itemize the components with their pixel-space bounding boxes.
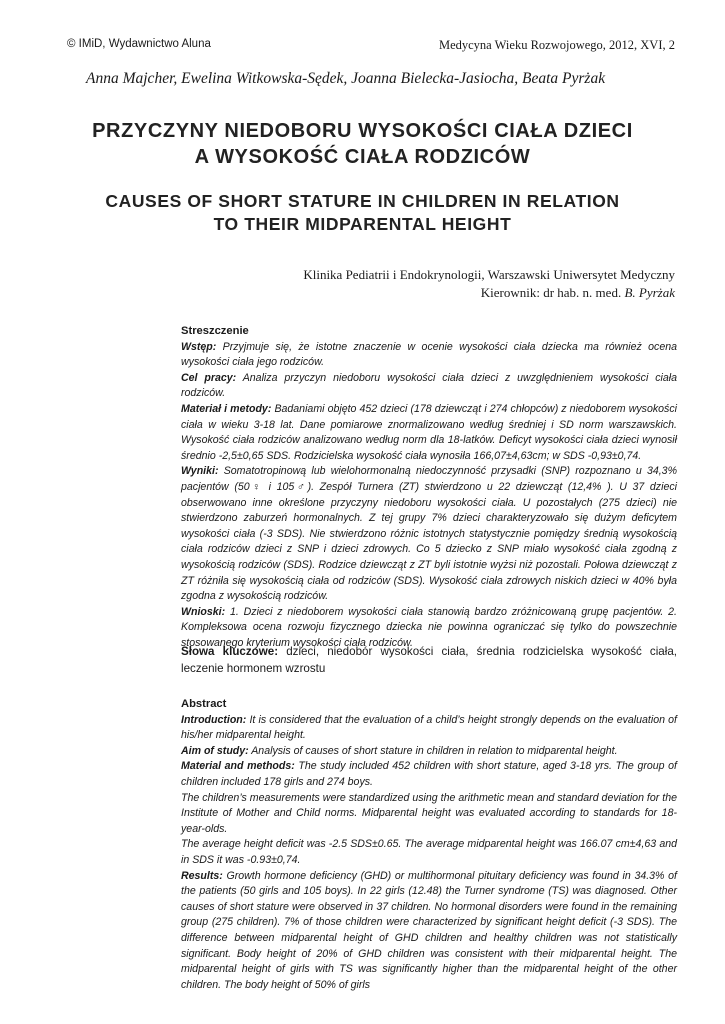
intro-paragraph: [181, 713, 677, 744]
title-english: [60, 190, 665, 236]
intro-text: It is considered that the evaluation of a child’s height strongly depends on the evaluation of his/her midparental height.: [181, 713, 677, 742]
wstep-label: Wstęp:: [181, 340, 217, 353]
methods-text: The study included 452 children with short stature, aged 3-18 yrs. The group of children included 178 girls and 274 boys.: [181, 760, 677, 788]
affiliation: [303, 266, 675, 302]
material-paragraph: [181, 402, 677, 464]
aim-paragraph: [181, 744, 677, 760]
abstract-heading: Abstract: [181, 698, 227, 710]
wstep-text: Przyjmuje się, że istotne znaczenie w ocenie wysokości ciała dziecka ma również ocena wysokości ciała jego rodziców.: [181, 340, 677, 369]
cel-paragraph: [181, 371, 677, 402]
wnioski-label: Wnioski:: [181, 605, 226, 618]
wyniki-text: Somatotropinową lub wielohormonalną niedoczynność przysadki (SNP) rozpoznano u 34,3% pacjentów (50♀ i 105♂). Zespół Turnera (ZT) stwierdzono u 22 dziewcząt (12,4% ). U 37 dzieci obserwowano inne określone przyczyny niedoboru wysokości ciała. U pozostałych (275 dzieci) nie stwierdzono zaburzeń hormonalnych. Z tej grupy 7% dzieci charakteryzowało się dużym deficytem wysokości ciała (-3 SDS). Nie stwierdzono różnic istotnych statystycznie pomiędzy średnią wysokością ciała rodziców dzieci z SNP i dzieci zdrowych. Co 5 dziecko z SNP miało wysokość ciała zgodną z wysokością rodziców (SDS). Rodzice dziewcząt z ZT byli istotnie wyżsi niż pozostali. Połowa dziewcząt z ZT różniła się wysokością ciała od rodziców (SDS). Wysokość ciała zdrowych niskich dzieci w 40% była zgodna z wysokością rodziców.: [181, 465, 677, 603]
title-polish: [60, 118, 665, 170]
streszczenie-section: [181, 324, 677, 651]
wyniki-paragraph: [181, 464, 677, 604]
title-english-line1: CAUSES OF SHORT STATURE IN CHILDREN IN RELATION: [105, 191, 620, 211]
cel-text: Analiza przyczyn niedoboru wysokości ciała dzieci z uwzględnieniem wysokości ciała rodziców.: [181, 371, 678, 400]
title-english-line2: TO THEIR MIDPARENTAL HEIGHT: [213, 214, 512, 234]
intro-label: Introduction:: [181, 713, 247, 726]
standardization-paragraph: The children’s measurements were standardized using the arithmetic mean and standard deviation for the Institute of Mother and Child norms. Midparental height was evaluated according to standards for 18-year-olds.: [181, 791, 677, 835]
affiliation-head-prefix: Kierownik: dr hab. n. med.: [480, 285, 625, 300]
keywords-text: dzieci, niedobór wysokości ciała, średnia rodzicielska wysokość ciała, leczenie hormonem wzrostu: [181, 645, 677, 675]
results-text: Growth hormone deficiency (GHD) or multihormonal pituitary deficiency was found in 34.3% of the patients (50 girls and 105 boys). In 22 girls (12.48) the Turner syndrome (TS) was diagnosed. Other causes of short stature were observed in 37 children. No hormonal disorders were found in the remaining group (275 children). 7% of those children were characterized by significant height deficit (-3 SDS). The difference between midparental height of GHD children and healthy children was not statistically significant. Body height of 20% of GHD children was consistent with their midparental height. The midparental height of girls with TS was significantly higher than the midparental height of the other children. The body height of 50% of girls: [181, 869, 677, 991]
journal-header: Medycyna Wieku Rozwojowego, 2012, XVI, 2: [438, 38, 675, 52]
title-polish-line2: A WYSOKOŚĆ CIAŁA RODZICÓW: [194, 146, 531, 168]
copyright-header: © IMiD, Wydawnictwo Aluna: [67, 38, 211, 50]
wnioski-text: 1. Dzieci z niedoborem wysokości ciała stanowią bardzo zróżnicowaną grupę pacjentów. 2. Kompleksowa ocena rozwoju fizycznego dziecka nie powinna ograniczać się tylko do powszechnie stosowanego kryterium wysokości ciała rodziców.: [181, 605, 677, 649]
aim-text: Analysis of causes of short stature in children in relation to midparental height.: [248, 744, 618, 757]
affiliation-line2: [303, 284, 675, 302]
keywords-paragraph: [181, 643, 677, 677]
keywords-label: Słowa kluczowe:: [181, 645, 279, 658]
wstep-paragraph: [181, 340, 677, 371]
affiliation-line1: Klinika Pediatrii i Endokrynologii, Warszawski Uniwersytet Medyczny: [303, 267, 675, 282]
material-label: Materiał i metody:: [181, 402, 272, 415]
wyniki-label: Wyniki:: [181, 465, 219, 478]
title-polish-line1: PRZYCZYNY NIEDOBORU WYSOKOŚCI CIAŁA DZIECI: [92, 120, 633, 142]
affiliation-head-name: B. Pyrżak: [624, 285, 675, 300]
streszczenie-heading: Streszczenie: [181, 325, 249, 337]
cel-label: Cel pracy:: [181, 371, 237, 384]
keywords-section: [181, 643, 677, 677]
results-label: Results:: [181, 869, 223, 882]
results-paragraph: [181, 869, 677, 994]
methods-label: Material and methods:: [181, 760, 295, 773]
aim-label: Aim of study:: [181, 744, 249, 757]
abstract-section: [181, 697, 677, 993]
height-deficit-paragraph: The average height deficit was -2.5 SDS±0.65. The average midparental height was 166.07 cm±4,63 and in SDS it was -0.93±0,74.: [181, 838, 677, 866]
material-text: Badaniami objęto 452 dzieci (178 dziewcząt i 274 chłopców) z niedoborem wysokości ciała w wieku 3-18 lat. Dane pomiarowe znormalizowano według średniej i SD norm warszawskich. Wysokość ciała rodziców analizowano według norm dla 18-latków. Deficyt wysokości ciała dzieci wynosił średnio -2,5±0,65 SDS. Rodzicielska wysokość ciała wynosiła 166,07±4,63cm; w SDS -0,93±0,74.: [181, 402, 677, 462]
methods-paragraph: [181, 759, 677, 790]
authors: Anna Majcher, Ewelina Witkowska-Sędek, Joanna Bielecka-Jasiocha, Beata Pyrżak: [86, 70, 606, 87]
